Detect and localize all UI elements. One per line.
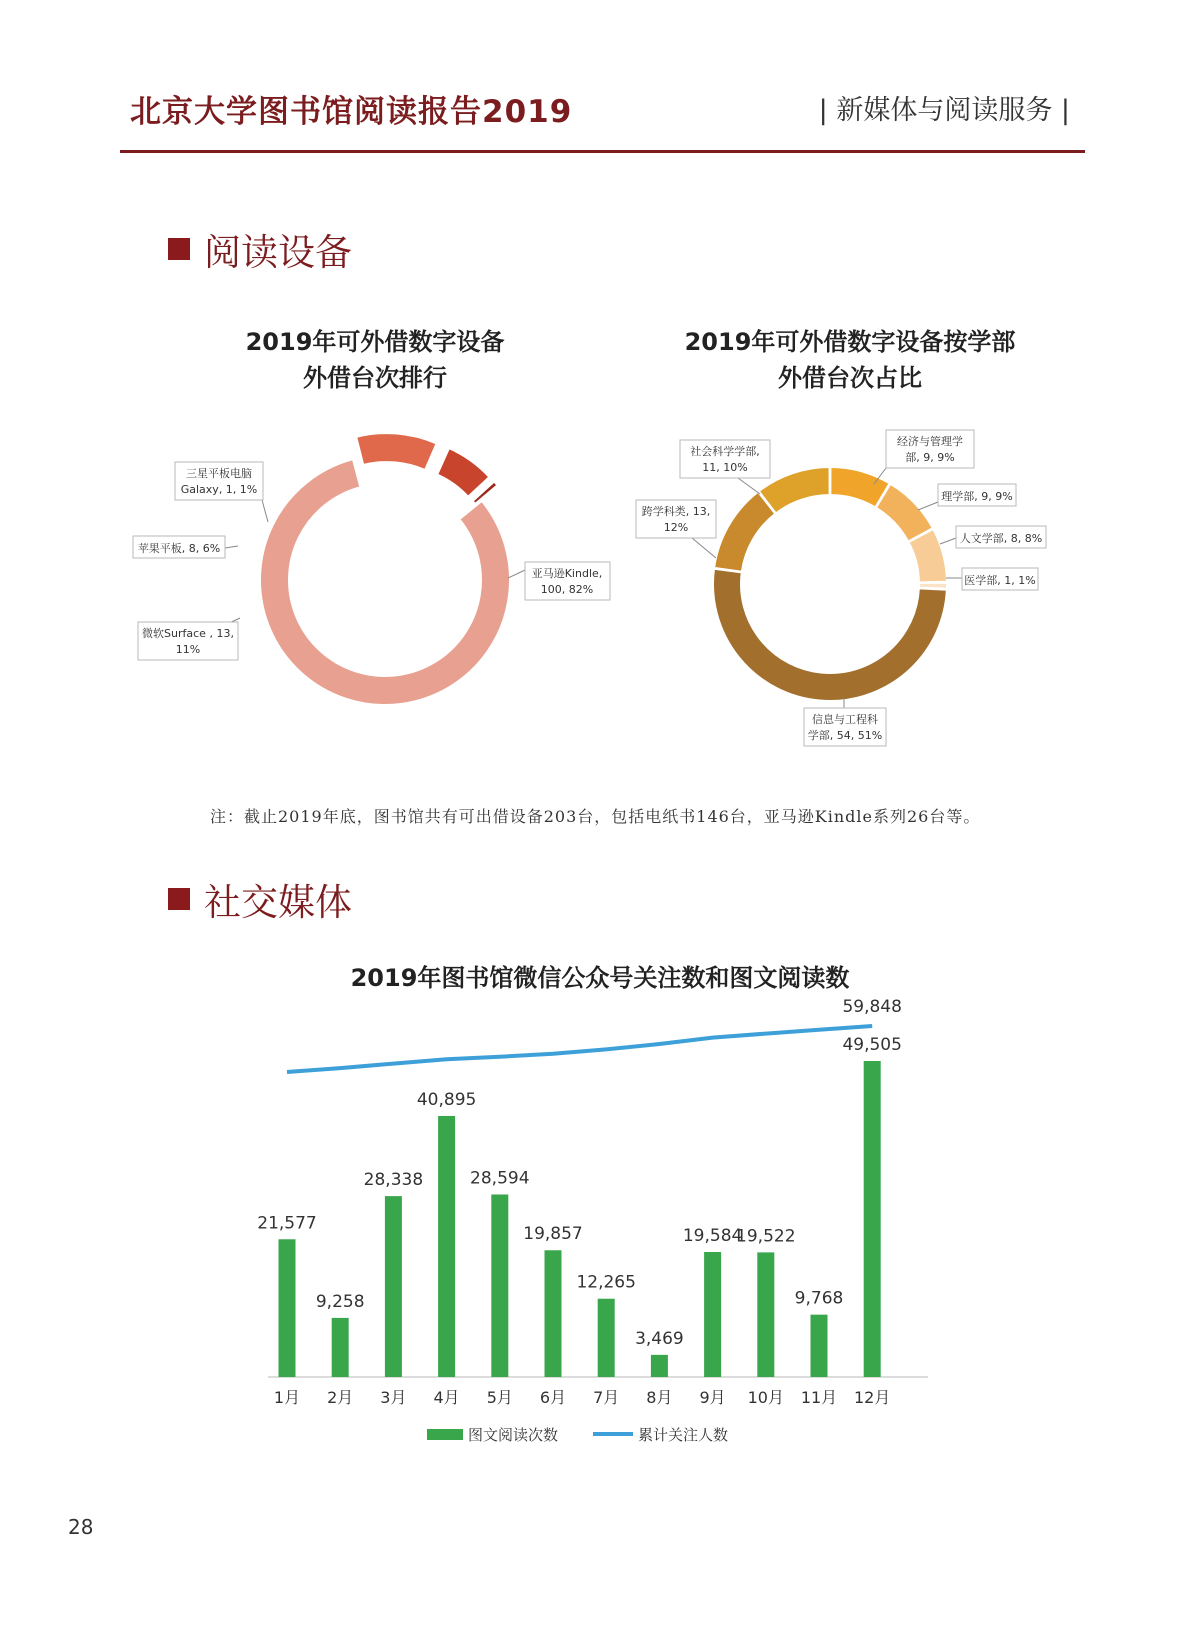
combo-chart-title-text: 2019年图书馆微信公众号关注数和图文阅读数 xyxy=(350,964,850,992)
label-engineering-line2: 学部, 54, 51% xyxy=(807,729,883,742)
section-label: | 新媒体与阅读服务 | xyxy=(818,95,1070,126)
donut-slice-5 xyxy=(714,492,775,572)
legend-line-label: 累计关注人数 xyxy=(638,1426,729,1444)
square-bullet-icon xyxy=(168,888,190,910)
section-heading-devices xyxy=(168,222,352,276)
label-kindle-line2: 100, 82% xyxy=(540,583,594,596)
bar-value-label: 3,469 xyxy=(635,1328,684,1349)
x-tick-label: 11月 xyxy=(800,1388,838,1407)
x-tick-label: 9月 xyxy=(699,1388,726,1407)
cumulative-end-label: 59,848 xyxy=(842,997,902,1017)
bar-10 xyxy=(757,1252,774,1377)
bar-1 xyxy=(279,1239,296,1377)
x-tick-label: 6月 xyxy=(539,1388,567,1407)
bar-value-label: 12,265 xyxy=(576,1272,636,1293)
bar-6 xyxy=(545,1250,562,1377)
x-tick-label: 12月 xyxy=(854,1388,891,1407)
callout-social-science xyxy=(680,440,770,494)
label-surface-line1: 微软Surface , 13, xyxy=(142,627,234,640)
bar-value-label: 21,577 xyxy=(257,1213,317,1234)
bar-value-label: 9,768 xyxy=(794,1288,844,1309)
callout-science xyxy=(918,484,1016,510)
callout-economics xyxy=(874,430,974,484)
label-surface-line2: 11% xyxy=(175,643,201,656)
device-ranking-donut-chart xyxy=(0,440,603,760)
label-ipad-line1: 苹果平板, 8, 6% xyxy=(137,542,221,555)
bar-2 xyxy=(332,1318,349,1377)
donut-slice-1 xyxy=(356,433,436,470)
pie1-title-line1: 2019年可外借数字设备 xyxy=(245,328,505,356)
callout-interdisciplinary xyxy=(636,500,716,558)
label-economics-line1: 经济与管理学 xyxy=(897,435,963,448)
callout-kindle xyxy=(508,562,610,600)
bar-8 xyxy=(651,1355,668,1377)
footnote: 注：截止2019年底，图书馆共有可出借设备203台，包括电纸书146台，亚马逊Kindle系列26台等。 xyxy=(210,807,981,826)
header-divider xyxy=(120,150,1085,153)
bar-4 xyxy=(438,1116,455,1377)
bar-value-label: 9,258 xyxy=(315,1291,365,1312)
callout-engineering xyxy=(804,698,886,746)
bar-value-label: 28,594 xyxy=(470,1168,530,1189)
donut-slice-0 xyxy=(260,459,510,705)
bar-7 xyxy=(598,1299,615,1377)
bar-value-label: 49,505 xyxy=(842,1035,902,1055)
bar-value-label: 40,895 xyxy=(416,1089,477,1110)
bar-3 xyxy=(385,1196,402,1377)
page-number: 28 xyxy=(68,1515,94,1539)
legend-bar-label: 图文阅读次数 xyxy=(468,1426,559,1444)
wechat-combo-chart xyxy=(0,997,1200,1470)
x-tick-label: 3月 xyxy=(380,1388,407,1407)
bar-value-label: 19,584 xyxy=(682,1225,743,1246)
x-tick-label: 4月 xyxy=(433,1388,460,1407)
square-bullet-icon xyxy=(168,238,190,260)
combo-chart-title xyxy=(250,960,950,996)
x-tick-label: 7月 xyxy=(593,1388,620,1407)
label-economics-line2: 部, 9, 9% xyxy=(905,451,955,464)
callout-medicine xyxy=(946,568,1038,590)
x-tick-label: 5月 xyxy=(486,1388,513,1407)
cumulative-followers-line xyxy=(287,1026,872,1072)
label-galaxy-line2: Galaxy, 1, 1% xyxy=(180,483,258,496)
pie1-title-line2: 外借台次排行 xyxy=(303,364,447,392)
bar-5 xyxy=(491,1194,508,1377)
faculty-share-donut-chart xyxy=(600,420,1200,760)
label-kindle-line1: 亚马逊Kindle, xyxy=(531,567,603,580)
pie2-title-line1: 2019年可外借数字设备按学部 xyxy=(684,328,1016,356)
report-title: 北京大学图书馆阅读报告2019 xyxy=(130,94,573,130)
bar-value-label: 19,857 xyxy=(523,1224,583,1245)
label-social-science-line2: 11, 10% xyxy=(702,461,748,474)
label-engineering-line1: 信息与工程科 xyxy=(812,713,878,726)
legend-bar-swatch xyxy=(427,1429,463,1440)
label-social-science-line1: 社会科学学部, xyxy=(690,445,760,458)
label-interdisciplinary-line1: 跨学科类, 13, xyxy=(641,505,711,518)
x-tick-label: 1月 xyxy=(273,1388,301,1407)
bar-value-label: 28,338 xyxy=(363,1170,424,1191)
bar-12 xyxy=(864,1061,881,1377)
x-tick-label: 2月 xyxy=(327,1388,354,1407)
bar-value-label: 19,522 xyxy=(736,1226,796,1247)
bar-11 xyxy=(811,1315,828,1377)
section-title: 社交媒体 xyxy=(204,881,352,924)
x-tick-label: 10月 xyxy=(747,1388,784,1407)
donut-slice-2 xyxy=(437,448,489,497)
callout-humanities xyxy=(940,526,1046,548)
callout-ipad xyxy=(133,536,238,558)
bar-9 xyxy=(704,1252,721,1377)
legend xyxy=(427,1426,728,1444)
callout-galaxy xyxy=(175,462,268,522)
donut-slice-4 xyxy=(713,569,947,701)
pie2-title xyxy=(660,324,1040,396)
label-medicine-line1: 医学部, 1, 1% xyxy=(964,574,1036,587)
label-interdisciplinary-line2: 12% xyxy=(663,521,689,534)
callout-surface xyxy=(138,618,240,660)
label-humanities-line1: 人文学部, 8, 8% xyxy=(959,532,1043,545)
label-galaxy-line1: 三星平板电脑 xyxy=(186,467,252,480)
pie2-title-line2: 外借台次占比 xyxy=(778,364,922,392)
pie1-title xyxy=(210,324,540,396)
section-title: 阅读设备 xyxy=(204,231,352,274)
label-science-line1: 理学部, 9, 9% xyxy=(941,490,1013,503)
section-heading-social xyxy=(168,872,352,926)
x-tick-label: 8月 xyxy=(646,1388,673,1407)
